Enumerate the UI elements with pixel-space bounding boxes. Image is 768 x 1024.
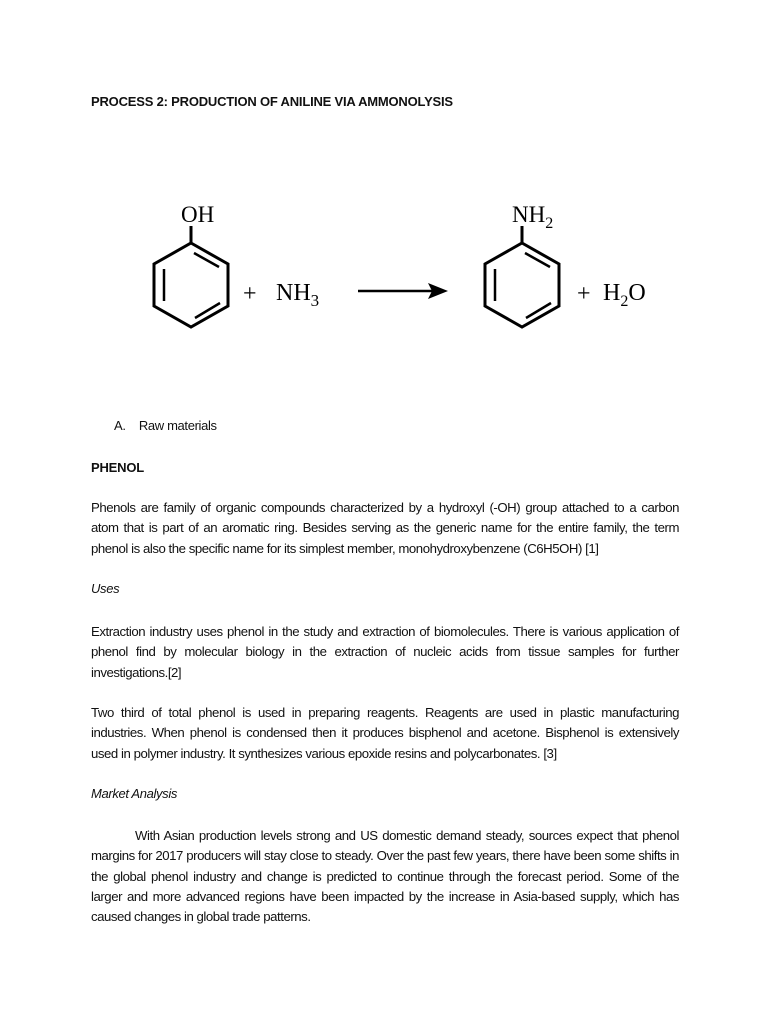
ammonia-label: $NH_3$ <box>276 280 320 310</box>
section-heading: PHENOL <box>91 460 144 475</box>
list-marker: A. <box>114 418 126 433</box>
list-item <box>114 418 217 433</box>
amino-label: $NH_2$ <box>512 202 554 232</box>
market-heading: Market Analysis <box>91 786 178 801</box>
market-paragraph: With Asian production levels strong and US domestic demand steady, sources expect that phenol margins for 2017 producers will stay close to steady. Over the past few years, there have been some shifts in the global phenol industry and change is predicted to continue through the forecast period. Some of the larger and more advanced regions have been impacted by the increase in Asia-based supply, which has caused changes in global trade patterns. <box>91 828 679 925</box>
water-label: $H_2O$ <box>603 280 646 310</box>
aniline-structure <box>485 202 559 327</box>
uses-paragraph-2: Two third of total phenol is used in preparing reagents. Reagents are used in plastic manufacturing industries. When phenol is condensed then it produces bisphenol and acetone. Bisphenol is extensively used in polymer industry. It synthesizes various epoxide resins and polycarbonates. [3] <box>91 705 679 761</box>
plus-sign: + <box>577 281 591 307</box>
hydroxyl-label: OH <box>181 202 215 227</box>
reaction-arrow <box>358 283 448 299</box>
reaction-scheme <box>140 195 670 345</box>
phenol-structure <box>154 202 228 327</box>
list-item-label: Raw materials <box>138 418 217 433</box>
plus-sign: + <box>243 281 257 307</box>
uses-paragraph-1: Extraction industry uses phenol in the study and extraction of biomolecules. There is various application of phenol find by molecular biology in the extraction of nucleic acids from tissue samples for further investigations.[2] <box>91 624 679 680</box>
uses-heading: Uses <box>91 581 120 596</box>
page-title: PROCESS 2: PRODUCTION OF ANILINE VIA AMMONOLYSIS <box>91 94 453 109</box>
intro-paragraph: Phenols are family of organic compounds characterized by a hydroxyl (-OH) group attached to a carbon atom that is part of an aromatic ring. Besides serving as the generic name for the entire family, the term phenol is also the specific name for its simplest member, monohydroxybenzene (C6H5OH) [1] <box>91 500 679 556</box>
